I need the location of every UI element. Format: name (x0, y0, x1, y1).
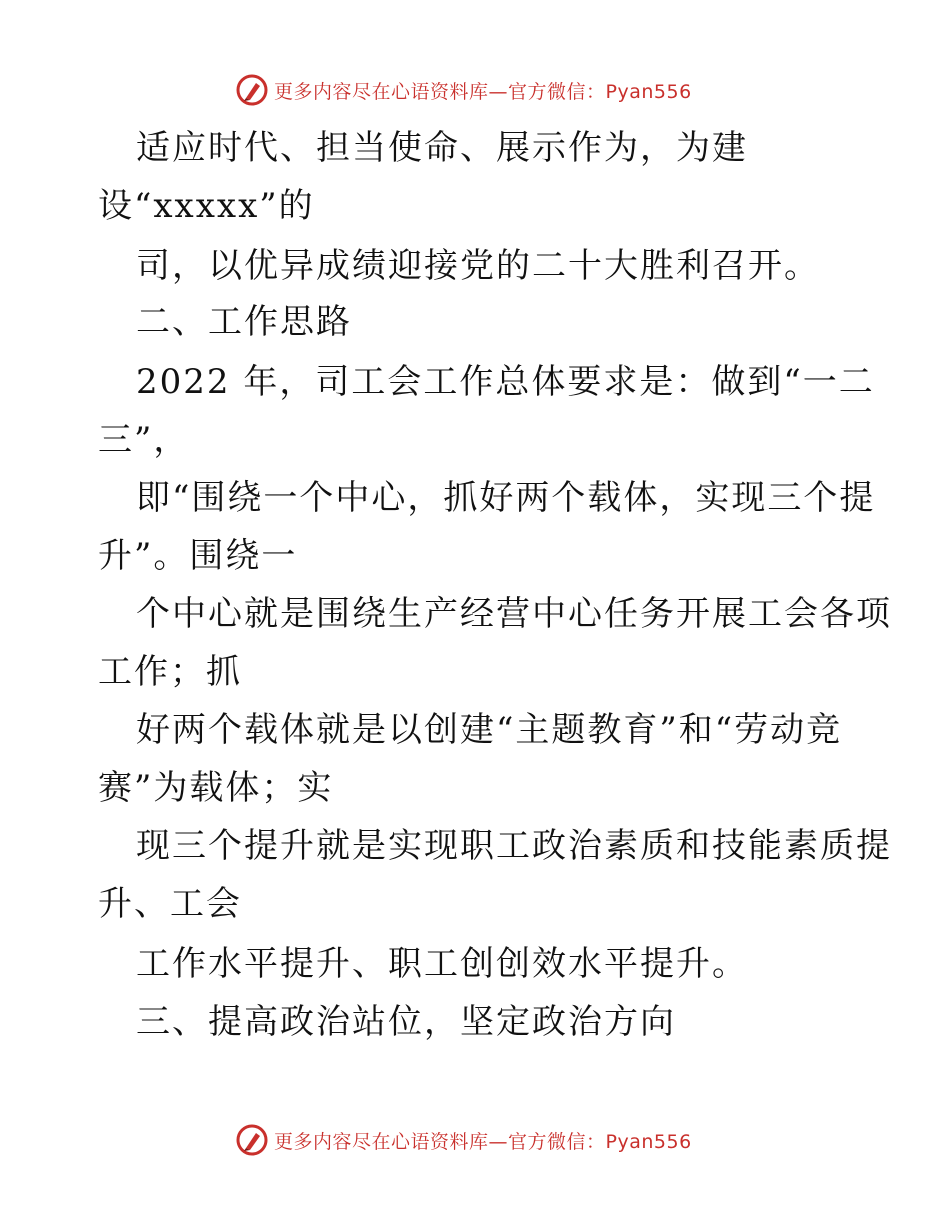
body-line: 工作水平提升、职工创创效水平提升。 (136, 944, 748, 984)
pen-logo-icon (236, 74, 268, 106)
section-heading: 三、提高政治站位，坚定政治方向 (136, 1002, 676, 1042)
body-line: 司，以优异成绩迎接党的二十大胜利召开。 (136, 246, 820, 286)
body-line: 个中心就是围绕生产经营中心任务开展工会各项 (136, 594, 892, 634)
pen-logo-icon (236, 1124, 268, 1156)
body-line: 升、工会 (98, 884, 242, 924)
header-banner-text: 更多内容尽在心语资料库—官方微信：Pyan556 (274, 80, 692, 103)
body-line: 设“xxxxx”的 (98, 186, 315, 226)
body-line: 升”。围绕一 (98, 536, 298, 576)
body-line: 好两个载体就是以创建“主题教育”和“劳动竞 (136, 710, 843, 750)
body-line: 工作；抓 (98, 652, 242, 692)
footer-watermark-banner (236, 1122, 716, 1158)
footer-banner-text: 更多内容尽在心语资料库—官方微信：Pyan556 (274, 1130, 692, 1153)
header-watermark-banner (236, 72, 716, 108)
body-line: 即“围绕一个中心，抓好两个载体，实现三个提 (136, 478, 876, 518)
body-line: 2022 年，司工会工作总体要求是：做到“一二 (136, 362, 875, 402)
section-heading: 二、工作思路 (136, 302, 352, 342)
body-line: 适应时代、担当使命、展示作为，为建 (136, 128, 748, 168)
body-line: 现三个提升就是实现职工政治素质和技能素质提 (136, 826, 892, 866)
body-line: 赛”为载体；实 (98, 768, 334, 808)
body-line: 三”， (98, 420, 190, 460)
